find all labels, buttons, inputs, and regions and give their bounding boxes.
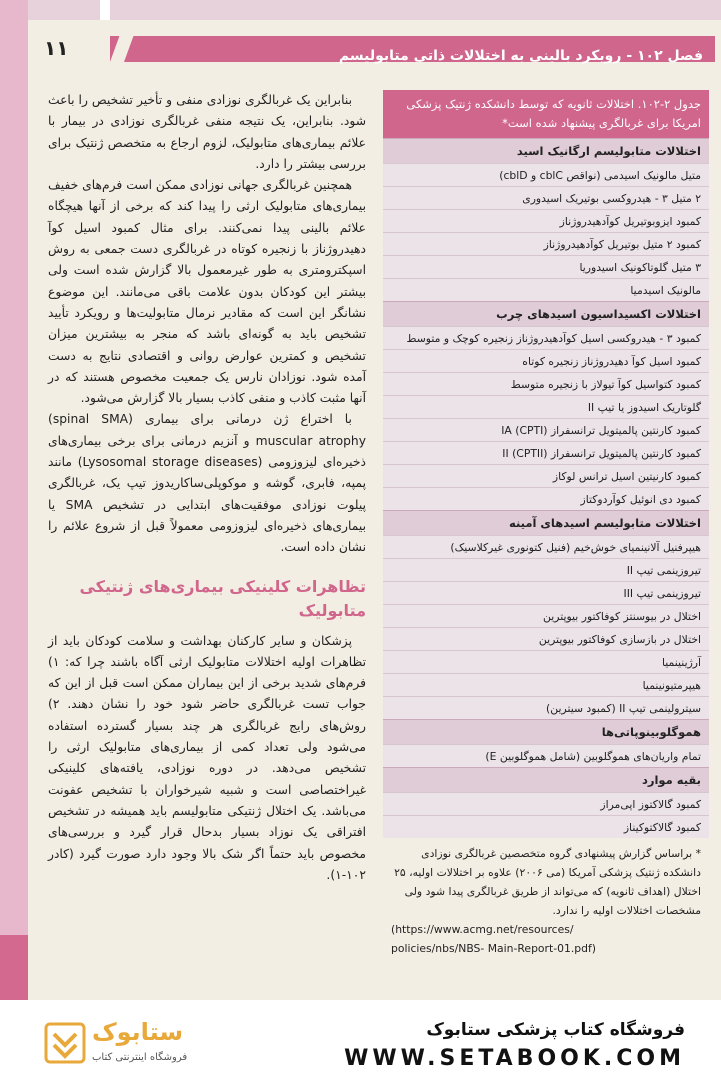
table-row: کمبود ۳ - هیدروکسی اسیل کوآدهیدروژناز زنجیره کوچک و متوسط bbox=[383, 326, 709, 349]
table-box bbox=[383, 90, 709, 964]
logo-subtitle: فروشگاه اینترنتی کتاب bbox=[92, 1052, 188, 1063]
left-margin-band bbox=[0, 0, 28, 1000]
table-section-title: اختلالات متابولیسم اسیدهای آمینه bbox=[383, 510, 709, 535]
paragraph: همچنین غربالگری جهانی نوزادی ممکن است فرم‌های خفیف بیماری‌های متابولیک ارثی را پیدا کند که برخی از آنها هیچگاه علائم بالینی پیدا نمی‌کنند. برای مثال کمبود اسیل کوآ دهیدروژناز با زنجیره کوتاه در غربالگری دست جمعی به روش اسپکترومتری به طور غیرمعمول بالا گزارش شده است ولی بیشتر این کودکان بدون علامت باقی می‌مانند. این موضوع نشانگر این است که مقادیر نرمال متابولیت‌ها و رویکرد تأیید تشخیص باید به گونه‌ای باشد که منجر به بیشترین میزان تشخیص و کمترین عوارض روانی و اقتصادی نتایج به دست آمده شود. نوزادان نارس یک جمعیت مخصوص هستند که در آنها مثبت کاذب و منفی کاذب بسیار بالا گزارش می‌شود. bbox=[48, 178, 366, 406]
table-row: ۳ متیل گلوتاکونیک اسیدوریا bbox=[383, 255, 709, 278]
main-text-column bbox=[48, 90, 366, 886]
store-banner bbox=[0, 1000, 721, 1080]
table-footnote bbox=[383, 838, 709, 964]
table-row: گلوتاریک اسیدوز یا تیپ II bbox=[383, 395, 709, 418]
store-logo bbox=[38, 1014, 188, 1074]
page-number: ۱۱ bbox=[44, 36, 69, 60]
logo-text: ستابوک bbox=[92, 1018, 184, 1046]
table-row: کمبود کتواسیل کوآ تیولاز با زنجیره متوسط bbox=[383, 372, 709, 395]
table-row: اختلال در بازسازی کوفاکتور بیوپترین bbox=[383, 627, 709, 650]
paragraph: پزشکان و سایر کارکنان بهداشت و سلامت کودکان باید از تظاهرات اولیه اختلالات متابولیک ارثی آگاه باشند چرا که: ۱) فرم‌های شدید برخی از این بیماران ممکن است قبل از این که جواب تست غربالگری حاضر شود خود را نشان دهند. ۲) روش‌های رایج غربالگری هر چند بسیار گسترده استفاده می‌شود ولی تعداد کمی از بیماری‌های متابولیک ارثی را تشخیص می‌دهد. در دوره نوزادی، یافته‌های کلینیکی غیراختصاصی است و شبیه شیرخواران با تشخیص عفونت می‌باشد. یک اختلال ژنتیکی متابولیسم باید همیشه در تشخیص افتراقی یک نوزاد بسیار بدحال قرار گیرد و بررسی‌های مخصوص باید حتماً اگر شک بالا وجود دارد صورت گیرد (کادر ۱۰۲-۱). bbox=[48, 633, 366, 882]
table-row: اختلال در بیوسنتز کوفاکتور بیوپترین bbox=[383, 604, 709, 627]
table-section-title: اختلالات اکسیداسیون اسیدهای چرب bbox=[383, 301, 709, 326]
table-row: هیپرفنیل آلانینمیای خوش‌خیم (فنیل کتونوری غیرکلاسیک) bbox=[383, 535, 709, 558]
table-row: کمبود کارنتین پالمیتویل ترانسفراز IA (CPTI) bbox=[383, 418, 709, 441]
left-margin-tab bbox=[0, 935, 28, 1000]
table-row: ۲ متیل ۳ - هیدروکسی بوتیریک اسیدوری bbox=[383, 186, 709, 209]
store-name: فروشگاه کتاب پزشکی ستابوک bbox=[426, 1020, 685, 1040]
table-row: کمبود کارنیتین اسیل ترانس لوکاز bbox=[383, 464, 709, 487]
chapter-title: فصل ۱۰۲ - رویکرد بالینی به اختلالات ذاتی متابولیسم bbox=[338, 48, 703, 64]
footnote-url: policies/nbs/NBS- Main-Report-01.pdf) bbox=[391, 942, 596, 955]
table-body bbox=[383, 138, 709, 838]
table-row: کمبود گالاکتوز اپی‌مراز bbox=[383, 792, 709, 815]
table-row: تمام واریان‌های هموگلوبین (شامل هموگلوبین E) bbox=[383, 744, 709, 767]
table-row: کمبود ایزوبوتیریل کوآدهیدروژناز bbox=[383, 209, 709, 232]
chapter-title-bar bbox=[110, 36, 715, 62]
section-heading: تظاهرات کلینیکی بیماری‌های ژنتیکی متابولیک bbox=[79, 576, 366, 620]
table-row: کمبود کارنتین پالمیتویل ترانسفراز II (CPTII) bbox=[383, 441, 709, 464]
table-row: کمبود اسیل کوآ دهیدروژناز زنجیره کوتاه bbox=[383, 349, 709, 372]
table-row: کمبود ۲ متیل بوتیریل کوآدهیدروژناز bbox=[383, 232, 709, 255]
table-row: مالونیک اسیدمیا bbox=[383, 278, 709, 301]
paragraph: با اختراع ژن درمانی برای بیماری (spinal SMA) muscular atrophy و آنزیم درمانی برای برخی بیماری‌های ذخیره‌ای لیزوزومی (Lysosomal storage diseases) مانند پمپه، فابری، گوشه و موکوپلی‌ساکاریدوز تیپ یک، غربالگری پیلوت نوزادی موفقیت‌های ابتدایی در تشخیص SMA یا بیماری‌های ذخیره‌ای لیزوزومی معمولاً قبل از شروع علائم را نشان داده است. bbox=[48, 412, 367, 555]
footnote-text: * براساس گزارش پیشنهادی گروه متخصصین غربالگری نوزادی دانشکده ژنتیک پزشکی آمریکا (می ۲۰۰۶) علاوه بر اختلالات اولیه، ۲۵ اختلال (اهداف ثانویه) که می‌تواند از طریق غربالگری پیدا شود ولی مشخصات اختلالات اولیه را ندارد. bbox=[394, 847, 701, 917]
table-section-title: اختلالات متابولیسم ارگانیک اسید bbox=[383, 138, 709, 163]
table-section-title: هموگلوبینوپاتی‌ها bbox=[383, 719, 709, 744]
footnote-url: (https://www.acmg.net/resources/ bbox=[391, 923, 574, 936]
table-row: کمبود گالاکتوکیناز bbox=[383, 815, 709, 838]
table-row: سیترولینمی تیپ II (کمبود سیترین) bbox=[383, 696, 709, 719]
paragraph: بنابراین یک غربالگری نوزادی منفی و تأخیر تشخیص را باعث شود. بنابراین، یک نتیجه منفی غربالگری نوزادی در بیمار با علائم بیماری‌های متابولیک، لزوم ارجاع به متخصص ژنتیک برای بررسی بیشتر را دارد. bbox=[48, 93, 366, 171]
table-row: هیپرمتیونینمیا bbox=[383, 673, 709, 696]
store-website[interactable]: WWW.SETABOOK.COM bbox=[344, 1046, 685, 1071]
table-caption: جدول ۲-۱۰۲. اختلالات ثانویه که توسط دانشکده ژنتیک پزشکی امریکا برای غربالگری پیشنهاد شده است* bbox=[383, 90, 709, 138]
table-row: تیروزینمی تیپ III bbox=[383, 581, 709, 604]
top-color-bar bbox=[0, 0, 721, 20]
table-row: کمبود دی انوئیل کوآردوکتاز bbox=[383, 487, 709, 510]
table-row: تیروزینمی تیپ II bbox=[383, 558, 709, 581]
page-header bbox=[30, 28, 715, 68]
table-row: متیل مالونیک اسیدمی (نواقص cblC و cblD) bbox=[383, 163, 709, 186]
table-section-title: بقیه موارد bbox=[383, 767, 709, 792]
table-row: آرژینینمیا bbox=[383, 650, 709, 673]
